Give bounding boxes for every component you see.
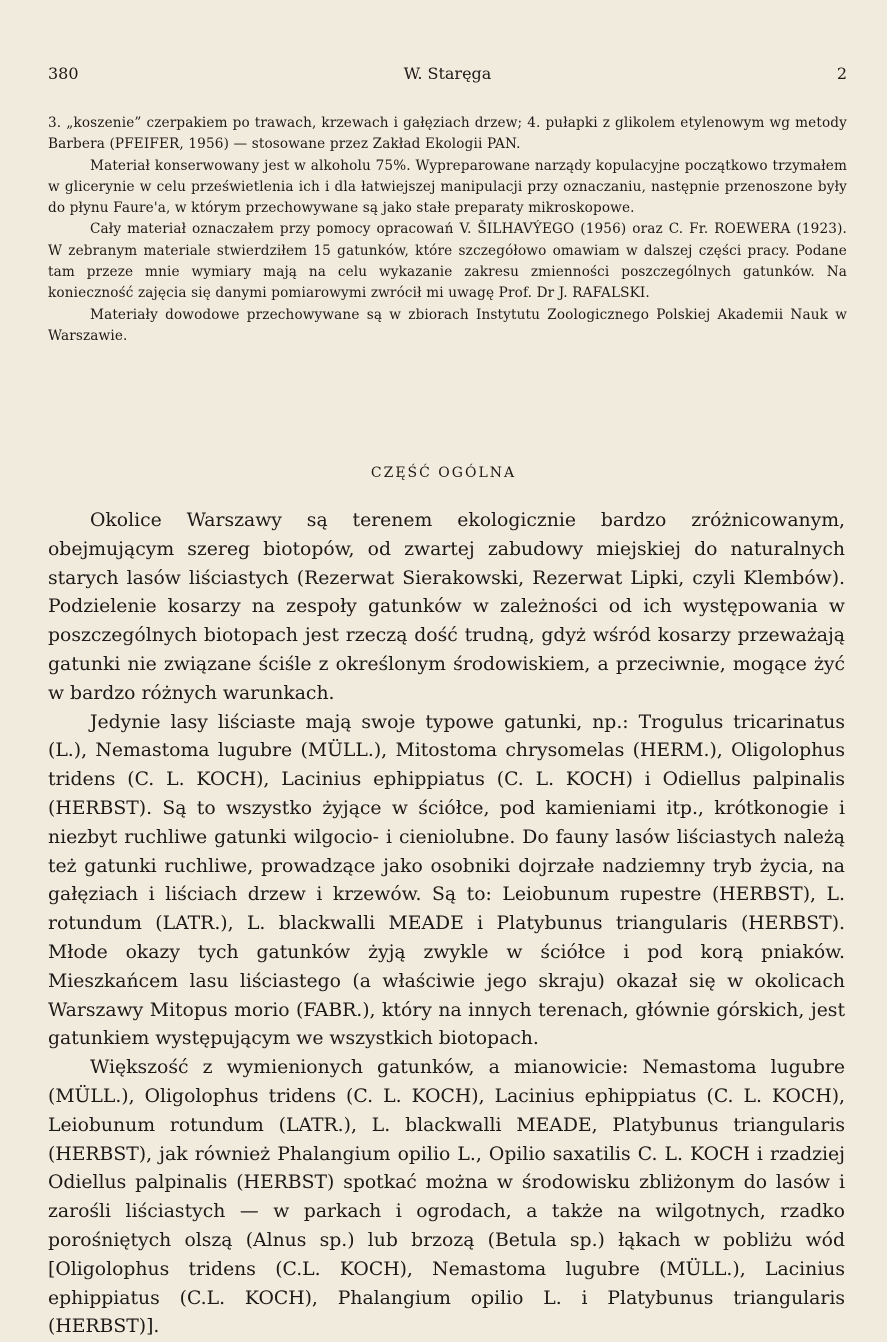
methods-paragraph-1: 3. „koszenie” czerpakiem po trawach, krzewach i gałęziach drzew; 4. pułapki z glikolem etylenowym wg metody Barbera (PFEIFER, 1956) — stosowane przez Zakład Ekologii PAN.: [48, 115, 847, 153]
running-head: [48, 64, 847, 86]
general-paragraph-3: Większość z wymienionych gatunków, a mianowicie: Nemastoma lugubre (MÜLL.), Oligolophus tridens (C. L. KOCH), Lacinius ephippiatus (C. L. KOCH), Leiobunum rotundum (LATR.), L. blackwalli MEADE, Platybunus triangularis (HERBST), jak również Phalangium opilio L., Opilio saxatilis C. L. KOCH i rzadziej Odiellus palpinalis (HERBST) spotkać można w środowisku zbliżonym do lasów i zarośli liściastych — w parkach i ogrodach, a także na wilgotnych, rzadko porośniętych olszą (Alnus sp.) lub brzozą (Betula sp.) łąkach w pobliżu wód [Oligolophus tridens (C.L. KOCH), Nemastoma lugubre (MÜLL.), Lacinius ephippiatus (C.L. KOCH), Phalangium opilio L. i Platybunus triangularis (HERBST)].: [48, 1057, 845, 1338]
section-heading: CZĘŚĆ OGÓLNA: [370, 465, 517, 481]
general-paragraph-2: Jedynie lasy liściaste mają swoje typowe gatunki, np.: Trogulus tricarinatus (L.), Nemastoma lugubre (MÜLL.), Mitostoma chrysomelas (HERM.), Oligolophus tridens (C. L. KOCH), Lacinius ephippiatus (C. L. KOCH) i Odiellus palpinalis (HERBST). Są to wszystko żyjące w ściółce, pod kamieniami itp., krótkonogie i niezbyt ruchliwe gatunki wilgocio- i cieniolubne. Do fauny lasów liściastych należą też gatunki ruchliwe, prowadzące jako osobniki dojrzałe nadziemny tryb życia, na gałęziach i liściach drzew i krzewów. Są to: Leiobunum rupestre (HERBST), L. rotundum (LATR.), L. blackwalli MEADE i Platybunus triangularis (HERBST). Młode okazy tych gatunków żyją zwykle w ściółce i pod korą pniaków. Mieszkańcem lasu liściastego (a właściwie jego skraju) okazał się w okolicach Warszawy Mitopus morio (FABR.), który na innych terenach, głównie górskich, jest gatunkiem występującym we wszystkich biotopach.: [48, 711, 845, 1050]
running-author: W. Staręga: [403, 64, 492, 83]
page-number: 380: [48, 64, 79, 83]
methods-paragraph-4: Materiały dowodowe przechowywane są w zbiorach Instytutu Zoologicznego Polskiej Akademii Nauk w Warszawie.: [48, 306, 847, 344]
methods-paragraph-3: Cały materiał oznaczałem przy pomocy opracowań V. ŠILHAVÝEGO (1956) oraz C. Fr. ROEWERA (1923). W zebranym materiale stwierdziłem 15 gatunków, które szczegółowo omawiam w dalszej części pracy. Podane tam przeze mnie wymiary mają na celu wykazanie zakresu zmienności poszczególnych gatunków. Na konieczność zajęcia się danymi pomiarowymi zwrócił mi uwagę Prof. Dr J. RAFALSKI.: [48, 221, 847, 302]
section-number: 2: [836, 64, 847, 83]
general-paragraph-1: Okolice Warszawy są terenem ekologicznie bardzo zróżnicowanym, obejmującym szereg biotopów, od zwartej zabudowy miejskiej do naturalnych starych lasów liściastych (Rezerwat Sierakowski, Rezerwat Lipki, czyli Klembów). Podzielenie kosarzy na zespoły gatunków w zależności od ich występowania w poszczególnych biotopach jest rzeczą dość trudną, gdyż wśród kosarzy przeważają gatunki nie związane ściśle z określonym środowiskiem, a przeciwnie, mogące żyć w bardzo różnych warunkach.: [48, 510, 845, 704]
methods-paragraph-2: Materiał konserwowany jest w alkoholu 75%. Wypreparowane narządy kopulacyjne początkowo trzymałem w glicerynie w celu prześwietlenia ich i dla łatwiejszej manipulacji przy oznaczaniu, następnie przenoszone były do płynu Faure'a, w którym przechowywane są jako stałe preparaty mikroskopowe.: [48, 157, 847, 217]
general-text: [48, 507, 845, 1342]
methods-text: [48, 113, 847, 347]
